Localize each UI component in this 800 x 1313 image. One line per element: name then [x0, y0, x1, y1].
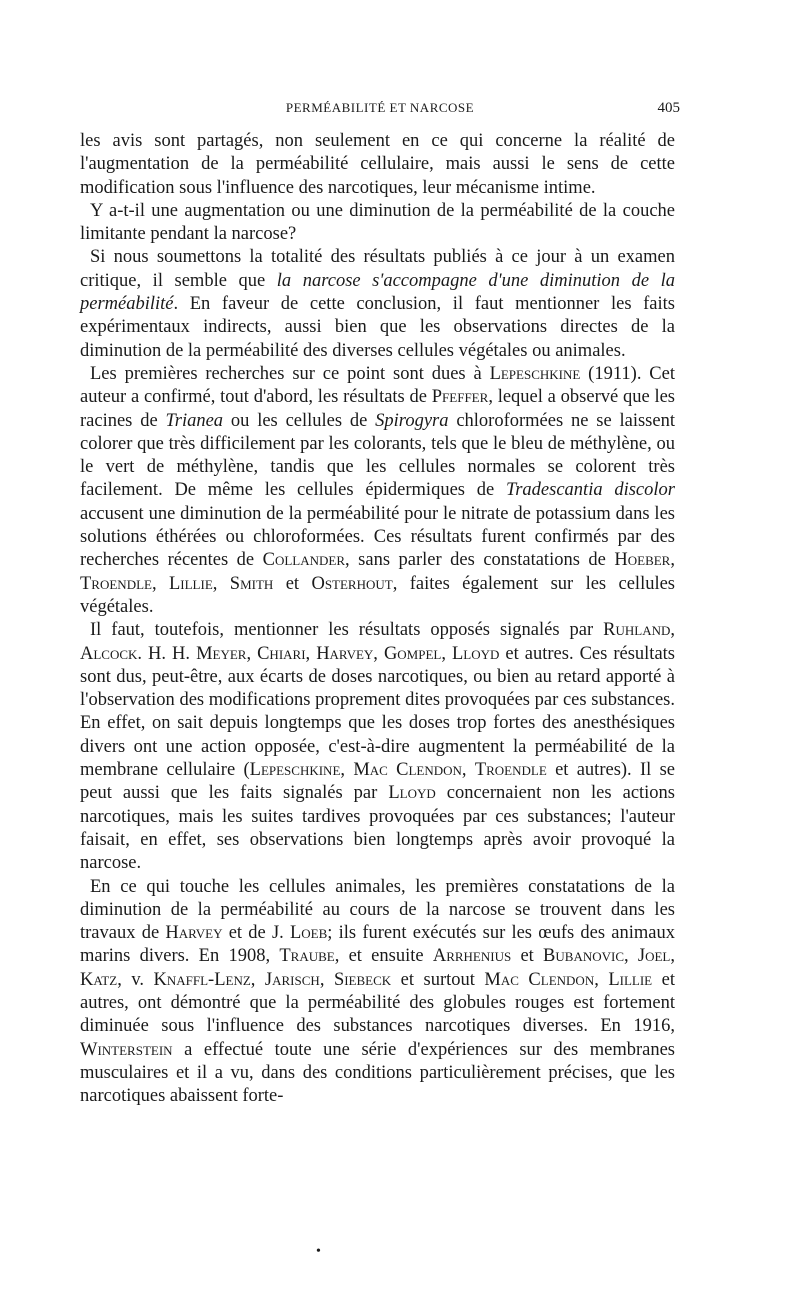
- text-run: ,: [670, 550, 675, 571]
- author-name: Joel: [637, 946, 671, 967]
- text-run: ,: [151, 573, 169, 594]
- author-name: Chiari: [257, 643, 306, 664]
- text-run: , et ensuite: [334, 946, 433, 967]
- author-name: Gompel: [383, 643, 442, 664]
- text-run: et de J.: [222, 923, 290, 944]
- text-run: , faites également sur les cellules végétales.: [80, 573, 676, 617]
- text-run: , sans parler des constatations de: [345, 550, 615, 571]
- text-run: ,: [594, 969, 609, 990]
- text-run: et autres, ont démontré que la perméabilité des globules rouges est fortement diminuée sous l'influence des substances narcotiques diverses. En 1916,: [80, 969, 675, 1037]
- text-run: chloroformées ne se laissent colorer que très difficilement par les colorants, tels que le bleu de méthylène, ou le vert de méthylène, tandis que les cellules normales se colorent très facilement. De même les cellules épidermiques de: [80, 410, 675, 501]
- text-run: ,: [670, 620, 675, 641]
- author-name: Lloyd: [388, 783, 436, 804]
- paragraph: [80, 363, 675, 619]
- author-name: Lillie: [608, 969, 653, 990]
- text-run: ,: [212, 573, 230, 594]
- text-run: ,: [624, 946, 638, 967]
- text-run: ,: [319, 969, 334, 990]
- author-name: Troendle: [80, 573, 152, 594]
- italic-term: Tradescantia discolor: [505, 480, 675, 501]
- author-name: Jarisch: [264, 969, 320, 990]
- text-run: a effectué toute une série d'expériences sur des membranes musculaires et il a vu, dans des conditions particulièrement précises, que les narcotiques abaissent forte-: [80, 1039, 675, 1107]
- page-number: 405: [657, 100, 680, 116]
- author-name: Katz: [80, 969, 118, 990]
- author-name: Smith: [229, 573, 274, 594]
- text-run: ,: [250, 969, 265, 990]
- text-run: et: [511, 946, 544, 967]
- text-run: Il faut, toutefois, mentionner les résultats opposés signalés par: [90, 620, 604, 641]
- author-name: Hoeber: [614, 550, 671, 571]
- author-name: Mac Clendon: [353, 760, 462, 781]
- text-run: les avis sont partagés, non seulement en ce qui concerne la réalité de l'augmentation de la perméabilité cellulaire, mais aussi le sens de cette modification sous l'influence des narcotiques, leur mécanisme intime.: [80, 131, 675, 198]
- page-header: [80, 100, 680, 120]
- author-name: Osterhout: [311, 573, 393, 594]
- paragraph: [80, 619, 675, 875]
- author-name: Lillie: [168, 573, 213, 594]
- italic-term: la narcose s'accompagne d'une diminution de la perméabilité: [80, 270, 675, 315]
- text-run: concernaient non les actions narcotiques, mais les suites tardives provoquées par ces substances; l'auteur faisait, en effet, ses observations bien longtemps après avoir provoqué la narcose.: [80, 783, 676, 874]
- paragraph: [80, 246, 675, 362]
- author-name: Meyer: [196, 643, 247, 664]
- text-run: et: [273, 573, 312, 594]
- text-run: ,: [246, 643, 258, 664]
- author-name: Harvey: [165, 923, 223, 944]
- text-run: , v.: [117, 969, 154, 990]
- text-run: ,: [461, 760, 475, 781]
- text-run: ,: [305, 643, 317, 664]
- text-run: ,: [340, 760, 354, 781]
- author-name: Bubanovic: [543, 946, 624, 967]
- text-run: ou les cellules de: [223, 410, 376, 431]
- text-run: Y a-t-il une augmentation ou une diminution de la perméabilité de la couche limitante pendant la narcose?: [80, 200, 675, 245]
- author-name: Lloyd: [452, 643, 500, 664]
- text-run: accusent une diminution de la perméabilité pour le nitrate de potassium dans les solutions éthérées ou chloroformées. Ces résultats furent confirmés par des recherches récentes de: [80, 503, 675, 571]
- author-name: Pfeffer: [431, 387, 489, 408]
- author-name: Alcock: [80, 643, 138, 664]
- text-run: et surtout: [391, 969, 485, 990]
- author-name: Collander: [262, 550, 346, 571]
- author-name: Siebeck: [333, 969, 392, 990]
- text-run: Si nous soumettons la totalité des résultats publiés à ce jour à un examen critique, il semble que: [80, 247, 675, 291]
- footer-mark: •: [316, 1244, 321, 1259]
- text-run: et autres. Ces résultats sont dus, peut-être, aux écarts de doses narcotiques, ou bien au retard apporté à l'observation des modifications proprement dites provoquées par ces substances. En effet, on sait depuis longtemps que les doses trop fortes des anesthésiques divers ont une action opposée, c'est-à-dire augmentent la perméabilité de la membrane cellulaire (: [80, 643, 676, 781]
- author-name: Mac Clendon: [484, 969, 595, 990]
- running-title: PERMÉABILITÉ ET NARCOSE: [285, 100, 475, 115]
- text-run: et autres). Il se peut aussi que les faits signalés par: [80, 760, 675, 804]
- text-run: ,: [670, 946, 675, 967]
- text-run: En ce qui touche les cellules animales, les premières constatations de la diminution de la perméabilité au cours de la narcose se trouvent dans les travaux de: [80, 876, 675, 944]
- text-run: . En faveur de cette conclusion, il faut mentionner les faits expérimentaux indirects, aussi bien que les observations directes de la diminution de la perméabilité des diverses cellules végétales ou animales.: [80, 294, 675, 361]
- text-run: ; ils furent exécutés sur les œufs des animaux marins divers. En 1908,: [80, 923, 675, 967]
- text-run: ,: [441, 643, 452, 664]
- text-run: ,: [373, 643, 384, 664]
- author-name: Winterstein: [80, 1039, 173, 1060]
- author-name: Traube: [279, 946, 335, 967]
- paragraph: [80, 200, 675, 247]
- author-name: Lepeschkine: [489, 363, 581, 384]
- text-run: . H. H.: [137, 643, 197, 664]
- author-name: Arrhenius: [432, 946, 512, 967]
- paragraph: [80, 876, 675, 1109]
- author-name: Loeb: [289, 923, 328, 944]
- author-name: Troendle: [474, 760, 547, 781]
- italic-term: Spirogyra: [375, 410, 449, 431]
- italic-term: Trianea: [165, 410, 224, 431]
- text-run: Les premières recherches sur ce point sont dues à: [90, 363, 490, 384]
- author-name: Harvey: [316, 643, 374, 664]
- author-name: Knaffl-Lenz: [153, 969, 251, 990]
- paragraph: [80, 130, 675, 200]
- body-text: [80, 130, 675, 1108]
- text-run: (1911). Cet auteur a confirmé, tout d'abord, les résultats de: [80, 363, 675, 408]
- author-name: Lepeschkine: [249, 760, 341, 781]
- author-name: Ruhland: [603, 620, 671, 641]
- text-run: , lequel a observé que les racines de: [80, 387, 675, 431]
